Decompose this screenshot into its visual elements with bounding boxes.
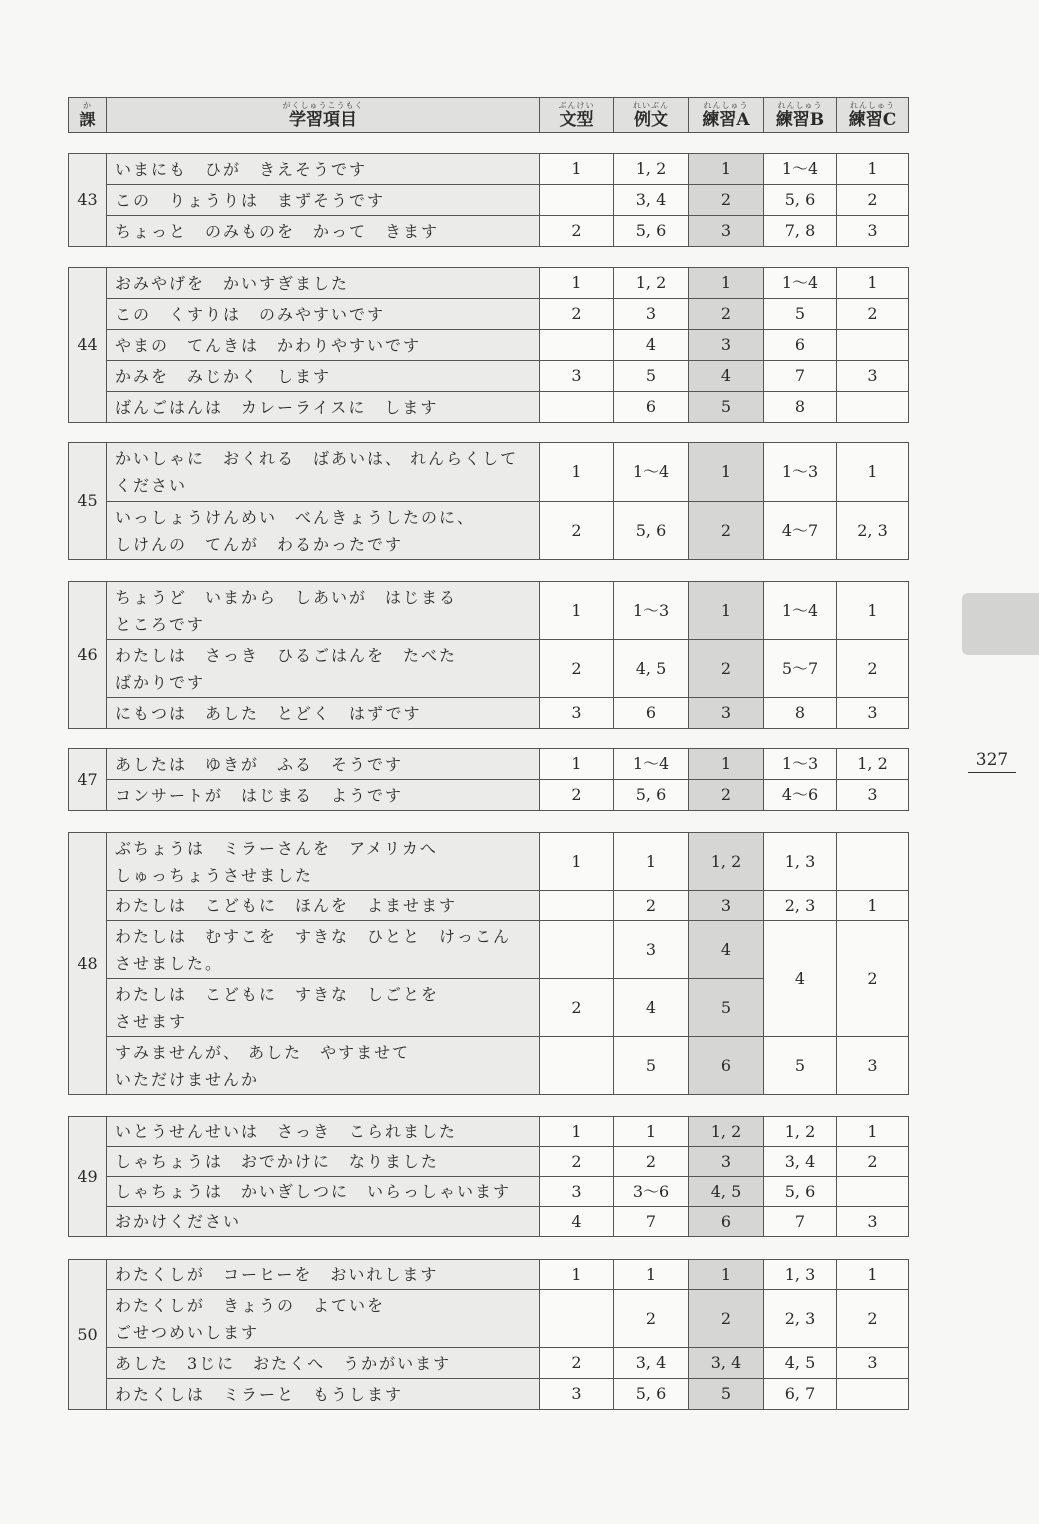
learning-item: やまの てんきは かわりやすいです bbox=[107, 330, 540, 361]
item-line-1: わたくしが きょうの よていを bbox=[115, 1295, 386, 1315]
item-line-2: ばかりです bbox=[115, 672, 206, 692]
learning-item: わたくしが コーヒーを おいれします bbox=[107, 1260, 540, 1290]
renshu-b-cell: 2, 3 bbox=[764, 1290, 837, 1348]
renshu-b-cell: 5 bbox=[764, 1037, 837, 1095]
renshu-a-cell: 1, 2 bbox=[689, 833, 764, 891]
renshu-c-cell: 3 bbox=[837, 1037, 909, 1095]
renshu-b-cell: 8 bbox=[764, 392, 837, 423]
learning-item: にもつは あした とどく はずです bbox=[107, 698, 540, 729]
renshu-a-cell: 2 bbox=[689, 299, 764, 330]
learning-item: しゃちょうは かいぎしつに いらっしゃいます bbox=[107, 1177, 540, 1207]
table-row bbox=[69, 1379, 909, 1410]
renshu-b-cell: 1, 3 bbox=[764, 833, 837, 891]
bunkei-cell: 2 bbox=[540, 216, 614, 247]
renshu-c-cell: 2 bbox=[837, 640, 909, 698]
header-reibun: れいぶん 例文 bbox=[614, 98, 689, 133]
reibun-cell: 7 bbox=[614, 1207, 689, 1237]
table-row bbox=[69, 268, 909, 299]
reibun-cell: 3, 4 bbox=[614, 185, 689, 216]
learning-item: あしたは ゆきが ふる そうです bbox=[107, 749, 540, 780]
header-item: がくしゅうこうもく 学習項目 bbox=[107, 98, 540, 133]
renshu-c-cell: 2 bbox=[837, 299, 909, 330]
bunkei-cell: 1 bbox=[540, 268, 614, 299]
renshu-b-cell: 7 bbox=[764, 1207, 837, 1237]
bunkei-cell: 2 bbox=[540, 1147, 614, 1177]
reibun-cell: 5, 6 bbox=[614, 502, 689, 560]
lesson-number: 43 bbox=[69, 154, 107, 247]
bunkei-cell bbox=[540, 1290, 614, 1348]
renshu-c-cell: 3 bbox=[837, 780, 909, 811]
renshu-b-cell: 5, 6 bbox=[764, 1177, 837, 1207]
renshu-b-cell: 4〜7 bbox=[764, 502, 837, 560]
renshu-b-cell: 1〜4 bbox=[764, 268, 837, 299]
table-row bbox=[69, 443, 909, 502]
bunkei-cell bbox=[540, 392, 614, 423]
table-row bbox=[69, 1348, 909, 1379]
renshu-c-cell: 1, 2 bbox=[837, 749, 909, 780]
table-row bbox=[69, 891, 909, 921]
bunkei-cell: 2 bbox=[540, 640, 614, 698]
bunkei-cell: 4 bbox=[540, 1207, 614, 1237]
renshu-c-cell: 2 bbox=[837, 921, 909, 1037]
reibun-cell: 5 bbox=[614, 361, 689, 392]
renshu-a-cell: 1 bbox=[689, 268, 764, 299]
lesson-number: 46 bbox=[69, 582, 107, 729]
table-row bbox=[69, 1260, 909, 1290]
reibun-cell: 3 bbox=[614, 921, 689, 979]
renshu-a-cell: 2 bbox=[689, 780, 764, 811]
table-row bbox=[69, 1117, 909, 1147]
renshu-a-cell: 2 bbox=[689, 640, 764, 698]
reibun-cell: 5, 6 bbox=[614, 216, 689, 247]
page-number: 327 bbox=[968, 750, 1016, 773]
bunkei-cell bbox=[540, 921, 614, 979]
renshu-a-cell: 3 bbox=[689, 330, 764, 361]
renshu-b-cell: 6, 7 bbox=[764, 1379, 837, 1410]
item-line-2: させました。 bbox=[115, 953, 224, 973]
item-line-2: しけんの てんが わるかったです bbox=[115, 534, 404, 554]
item-line-2: ください bbox=[115, 476, 188, 495]
learning-item bbox=[107, 1290, 540, 1348]
renshu-c-cell: 1 bbox=[837, 1117, 909, 1147]
renshu-b-cell: 8 bbox=[764, 698, 837, 729]
reibun-cell: 1 bbox=[614, 1117, 689, 1147]
lesson-block-44 bbox=[68, 267, 909, 423]
learning-item bbox=[107, 502, 540, 560]
learning-item: かみを みじかく します bbox=[107, 361, 540, 392]
thumb-index-tab bbox=[962, 593, 1039, 655]
lesson-block-48 bbox=[68, 832, 909, 1095]
reibun-cell: 6 bbox=[614, 392, 689, 423]
renshu-c-cell: 2 bbox=[837, 185, 909, 216]
header-lesson: か 課 bbox=[69, 98, 107, 133]
renshu-c-cell: 3 bbox=[837, 216, 909, 247]
bunkei-cell: 3 bbox=[540, 361, 614, 392]
renshu-b-cell: 5 bbox=[764, 299, 837, 330]
reibun-cell: 5, 6 bbox=[614, 780, 689, 811]
lesson-number: 45 bbox=[69, 443, 107, 560]
renshu-c-cell: 3 bbox=[837, 1207, 909, 1237]
bunkei-cell: 1 bbox=[540, 154, 614, 185]
renshu-a-cell: 1 bbox=[689, 749, 764, 780]
bunkei-cell: 2 bbox=[540, 1348, 614, 1379]
header-renshu-c: れんしゅう 練習C bbox=[837, 98, 909, 133]
table-row bbox=[69, 1207, 909, 1237]
header-renshu-b: れんしゅう 練習B bbox=[764, 98, 837, 133]
renshu-b-cell: 4, 5 bbox=[764, 1348, 837, 1379]
item-line-1: わたしは むすこを すきな ひとと けっこん bbox=[115, 926, 512, 946]
renshu-c-cell: 1 bbox=[837, 268, 909, 299]
learning-item: おかけください bbox=[107, 1207, 540, 1237]
reibun-cell: 2 bbox=[614, 1290, 689, 1348]
renshu-b-cell: 1〜4 bbox=[764, 582, 837, 640]
table-row bbox=[69, 330, 909, 361]
header-renshu-a: れんしゅう 練習A bbox=[689, 98, 764, 133]
lesson-number: 48 bbox=[69, 833, 107, 1095]
learning-item bbox=[107, 582, 540, 640]
bunkei-cell: 2 bbox=[540, 299, 614, 330]
renshu-a-cell: 1, 2 bbox=[689, 1117, 764, 1147]
item-line-2: しゅっちょうさせました bbox=[115, 865, 314, 885]
item-line-2: させます bbox=[115, 1011, 188, 1031]
learning-item: いまにも ひが きえそうです bbox=[107, 154, 540, 185]
reibun-cell: 3 bbox=[614, 299, 689, 330]
renshu-b-cell: 4〜6 bbox=[764, 780, 837, 811]
renshu-a-cell: 1 bbox=[689, 443, 764, 502]
item-line-1: すみませんが、 あした やすませて bbox=[115, 1042, 411, 1062]
table-row bbox=[69, 780, 909, 811]
bunkei-cell: 1 bbox=[540, 833, 614, 891]
table-row bbox=[69, 582, 909, 640]
renshu-a-cell: 6 bbox=[689, 1207, 764, 1237]
lesson-number: 47 bbox=[69, 749, 107, 811]
renshu-c-cell: 3 bbox=[837, 1348, 909, 1379]
renshu-c-cell: 1 bbox=[837, 154, 909, 185]
table-row bbox=[69, 502, 909, 560]
learning-item: いとうせんせいは さっき こられました bbox=[107, 1117, 540, 1147]
renshu-a-cell: 4, 5 bbox=[689, 1177, 764, 1207]
learning-item: おみやげを かいすぎました bbox=[107, 268, 540, 299]
item-line-1: かいしゃに おくれる ばあいは、 れんらくして bbox=[115, 449, 519, 468]
renshu-a-cell: 3 bbox=[689, 216, 764, 247]
bunkei-cell: 3 bbox=[540, 1379, 614, 1410]
bunkei-cell bbox=[540, 891, 614, 921]
renshu-a-cell: 1 bbox=[689, 1260, 764, 1290]
reibun-cell: 1 bbox=[614, 833, 689, 891]
reibun-cell: 4 bbox=[614, 979, 689, 1037]
bunkei-cell: 2 bbox=[540, 502, 614, 560]
renshu-a-cell: 3 bbox=[689, 1147, 764, 1177]
reibun-cell: 3〜6 bbox=[614, 1177, 689, 1207]
renshu-c-cell: 2 bbox=[837, 1290, 909, 1348]
reibun-cell: 2 bbox=[614, 891, 689, 921]
reibun-cell: 6 bbox=[614, 698, 689, 729]
renshu-c-cell: 2 bbox=[837, 1147, 909, 1177]
renshu-a-cell: 4 bbox=[689, 921, 764, 979]
table-row bbox=[69, 1037, 909, 1095]
lesson-block-46 bbox=[68, 581, 909, 729]
learning-item: あした 3じに おたくへ うかがいます bbox=[107, 1348, 540, 1379]
lesson-block-45 bbox=[68, 442, 909, 560]
reibun-cell: 5 bbox=[614, 1037, 689, 1095]
renshu-c-cell: 2, 3 bbox=[837, 502, 909, 560]
table-row bbox=[69, 749, 909, 780]
reibun-cell: 4 bbox=[614, 330, 689, 361]
table-row bbox=[69, 361, 909, 392]
reibun-cell: 4, 5 bbox=[614, 640, 689, 698]
bunkei-cell: 1 bbox=[540, 1260, 614, 1290]
learning-item: わたくしは ミラーと もうします bbox=[107, 1379, 540, 1410]
learning-item bbox=[107, 921, 540, 979]
lesson-block-43 bbox=[68, 153, 909, 247]
renshu-c-cell: 1 bbox=[837, 582, 909, 640]
bunkei-cell: 1 bbox=[540, 749, 614, 780]
reibun-cell: 1 bbox=[614, 1260, 689, 1290]
renshu-b-cell: 1〜4 bbox=[764, 154, 837, 185]
renshu-b-cell: 5, 6 bbox=[764, 185, 837, 216]
reibun-cell: 1, 2 bbox=[614, 154, 689, 185]
table-row bbox=[69, 1147, 909, 1177]
bunkei-cell: 3 bbox=[540, 1177, 614, 1207]
table-row bbox=[69, 216, 909, 247]
renshu-a-cell: 1 bbox=[689, 154, 764, 185]
renshu-a-cell: 5 bbox=[689, 392, 764, 423]
renshu-c-cell: 1 bbox=[837, 891, 909, 921]
item-line-2: ごせつめいします bbox=[115, 1322, 260, 1342]
renshu-a-cell: 3 bbox=[689, 698, 764, 729]
learning-item: この りょうりは まずそうです bbox=[107, 185, 540, 216]
bunkei-cell: 1 bbox=[540, 582, 614, 640]
learning-item: ちょっと のみものを かって きます bbox=[107, 216, 540, 247]
item-line-1: わたしは さっき ひるごはんを たべた bbox=[115, 645, 458, 665]
renshu-c-cell: 3 bbox=[837, 698, 909, 729]
table-row bbox=[69, 1177, 909, 1207]
learning-item bbox=[107, 979, 540, 1037]
renshu-a-cell: 2 bbox=[689, 185, 764, 216]
table-header bbox=[68, 97, 909, 133]
renshu-a-cell: 4 bbox=[689, 361, 764, 392]
reibun-cell: 2 bbox=[614, 1147, 689, 1177]
renshu-b-cell: 4 bbox=[764, 921, 837, 1037]
renshu-a-cell: 3 bbox=[689, 891, 764, 921]
bunkei-cell: 1 bbox=[540, 1117, 614, 1147]
bunkei-cell bbox=[540, 1037, 614, 1095]
learning-item bbox=[107, 833, 540, 891]
renshu-a-cell: 2 bbox=[689, 502, 764, 560]
table-row bbox=[69, 698, 909, 729]
table-row bbox=[69, 299, 909, 330]
renshu-c-cell bbox=[837, 833, 909, 891]
renshu-c-cell: 3 bbox=[837, 361, 909, 392]
learning-item: この くすりは のみやすいです bbox=[107, 299, 540, 330]
table-row bbox=[69, 154, 909, 185]
renshu-b-cell: 3, 4 bbox=[764, 1147, 837, 1177]
renshu-a-cell: 1 bbox=[689, 582, 764, 640]
reibun-cell: 3, 4 bbox=[614, 1348, 689, 1379]
learning-item bbox=[107, 443, 540, 502]
bunkei-cell: 1 bbox=[540, 443, 614, 502]
table-row bbox=[69, 392, 909, 423]
renshu-b-cell: 1, 3 bbox=[764, 1260, 837, 1290]
renshu-c-cell: 1 bbox=[837, 1260, 909, 1290]
table-row bbox=[69, 640, 909, 698]
item-line-1: ぶちょうは ミラーさんを アメリカへ bbox=[115, 838, 438, 858]
renshu-b-cell: 6 bbox=[764, 330, 837, 361]
bunkei-cell: 3 bbox=[540, 698, 614, 729]
learning-item: ばんごはんは カレーライスに します bbox=[107, 392, 540, 423]
bunkei-cell: 2 bbox=[540, 780, 614, 811]
renshu-c-cell bbox=[837, 330, 909, 361]
renshu-a-cell: 5 bbox=[689, 1379, 764, 1410]
table-row bbox=[69, 833, 909, 891]
bunkei-cell bbox=[540, 330, 614, 361]
renshu-a-cell: 6 bbox=[689, 1037, 764, 1095]
renshu-b-cell: 2, 3 bbox=[764, 891, 837, 921]
lesson-block-49 bbox=[68, 1116, 909, 1237]
table-row bbox=[69, 185, 909, 216]
lesson-block-50 bbox=[68, 1259, 909, 1410]
renshu-b-cell: 1, 2 bbox=[764, 1117, 837, 1147]
item-line-1: ちょうど いまから しあいが はじまる bbox=[115, 587, 458, 607]
renshu-b-cell: 5〜7 bbox=[764, 640, 837, 698]
learning-item: しゃちょうは おでかけに なりました bbox=[107, 1147, 540, 1177]
renshu-b-cell: 1〜3 bbox=[764, 443, 837, 502]
table-row bbox=[69, 921, 909, 979]
table-row bbox=[69, 1290, 909, 1348]
renshu-c-cell bbox=[837, 392, 909, 423]
renshu-b-cell: 7 bbox=[764, 361, 837, 392]
lesson-number: 49 bbox=[69, 1117, 107, 1237]
reibun-cell: 1〜4 bbox=[614, 443, 689, 502]
renshu-c-cell: 1 bbox=[837, 443, 909, 502]
learning-item bbox=[107, 640, 540, 698]
lesson-number: 50 bbox=[69, 1260, 107, 1410]
renshu-c-cell bbox=[837, 1177, 909, 1207]
reibun-cell: 1〜4 bbox=[614, 749, 689, 780]
renshu-a-cell: 2 bbox=[689, 1290, 764, 1348]
lesson-block-47 bbox=[68, 748, 909, 811]
renshu-a-cell: 5 bbox=[689, 979, 764, 1037]
learning-item bbox=[107, 1037, 540, 1095]
item-line-2: いただけませんか bbox=[115, 1069, 260, 1089]
header-bunkei: ぶんけい 文型 bbox=[540, 98, 614, 133]
renshu-c-cell bbox=[837, 1379, 909, 1410]
bunkei-cell: 2 bbox=[540, 979, 614, 1037]
renshu-a-cell: 3, 4 bbox=[689, 1348, 764, 1379]
learning-item: コンサートが はじまる ようです bbox=[107, 780, 540, 811]
learning-item: わたしは こどもに ほんを よませます bbox=[107, 891, 540, 921]
reibun-cell: 5, 6 bbox=[614, 1379, 689, 1410]
item-line-2: ところです bbox=[115, 614, 205, 634]
bunkei-cell bbox=[540, 185, 614, 216]
reibun-cell: 1〜3 bbox=[614, 582, 689, 640]
item-line-1: いっしょうけんめい べんきょうしたのに、 bbox=[115, 507, 476, 527]
reibun-cell: 1, 2 bbox=[614, 268, 689, 299]
lesson-number: 44 bbox=[69, 268, 107, 423]
renshu-b-cell: 7, 8 bbox=[764, 216, 837, 247]
item-line-1: わたしは こどもに すきな しごとを bbox=[115, 984, 440, 1004]
renshu-b-cell: 1〜3 bbox=[764, 749, 837, 780]
